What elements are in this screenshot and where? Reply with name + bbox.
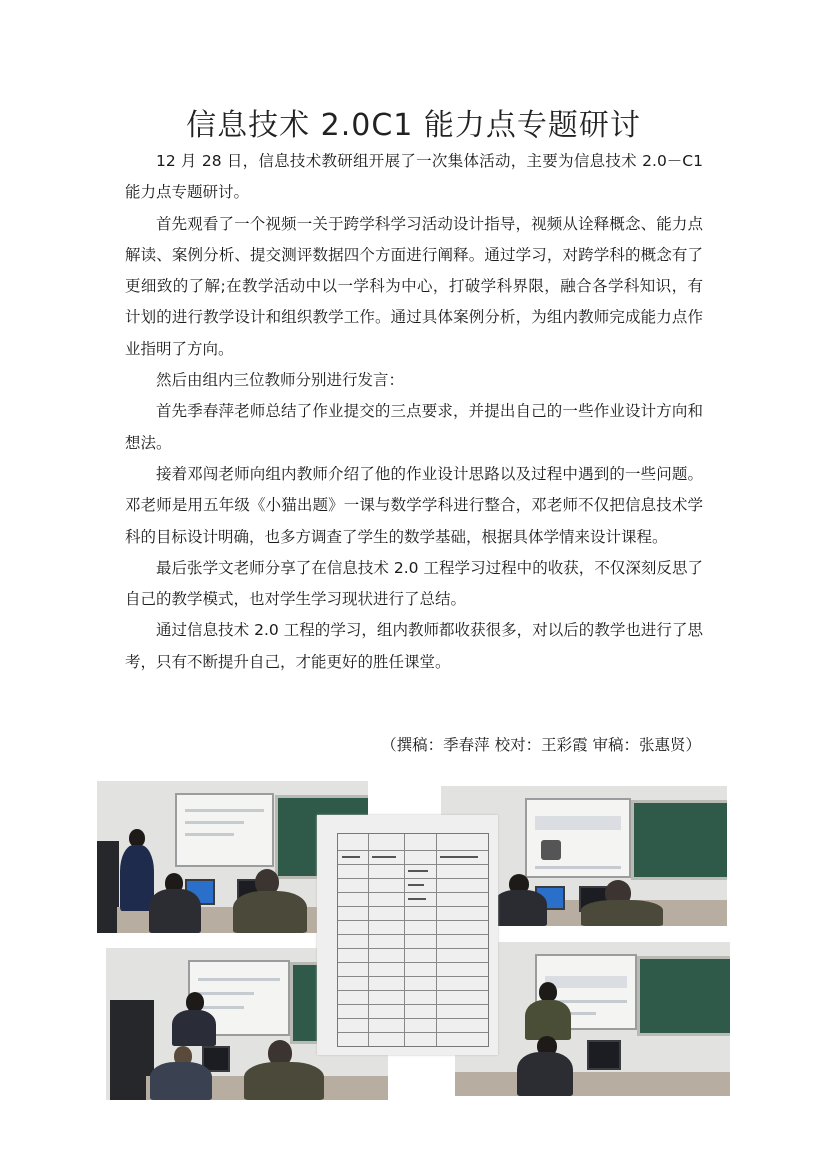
paragraph: 接着邓闯老师向组内教师介绍了他的作业设计思路以及过程中遇到的一些问题。邓老师是用五年级《小猫出题》一课与数学学科进行整合，邓老师不仅把信息技术学科的目标设计明确，也多方调查了学生的数学基础，根据具体学情来设计课程。 xyxy=(125,464,703,546)
photo-signin-sheet xyxy=(317,815,498,1055)
document-body xyxy=(125,146,703,678)
projector-screen xyxy=(175,793,274,867)
paragraph: 通过信息技术 2.0 工程的学习，组内教师都收获很多，对以后的教学也进行了思考，只有不断提升自己，才能更好的胜任课堂。 xyxy=(125,621,703,671)
paragraph: 12 月 28 日，信息技术教研组开展了一次集体活动，主要为信息技术 2.0－C1 能力点专题研讨。 xyxy=(125,152,703,202)
projector-screen xyxy=(525,798,631,878)
document-title: 信息技术 2.0C1 能力点专题研讨 xyxy=(186,108,641,143)
paragraph: 首先观看了一个视频一关于跨学科学习活动设计指导，视频从诠释概念、能力点解读、案例分析、提交测评数据四个方面进行阐释。通过学习，对跨学科的概念有了更细致的了解;在教学活动中以一学科为中心，打破学科界限，融合各学科知识，有计划的进行教学设计和组织教学工作。通过具体案例分析，为组内教师完成能力点作业指明了方向。 xyxy=(125,214,703,358)
paragraph: 最后张学文老师分享了在信息技术 2.0 工程学习过程中的收获，不仅深刻反思了自己的教学模式，也对学生学习现状进行了总结。 xyxy=(125,558,703,609)
paragraph: 首先季春萍老师总结了作业提交的三点要求，并提出自己的一些作业设计方向和想法。 xyxy=(125,402,703,452)
sheet-table xyxy=(337,833,489,1047)
paragraph: 然后由组内三位教师分别进行发言： xyxy=(156,371,405,390)
credit-line: （撰稿：季春萍 校对：王彩霞 审稿：张惠贤） xyxy=(381,736,701,754)
